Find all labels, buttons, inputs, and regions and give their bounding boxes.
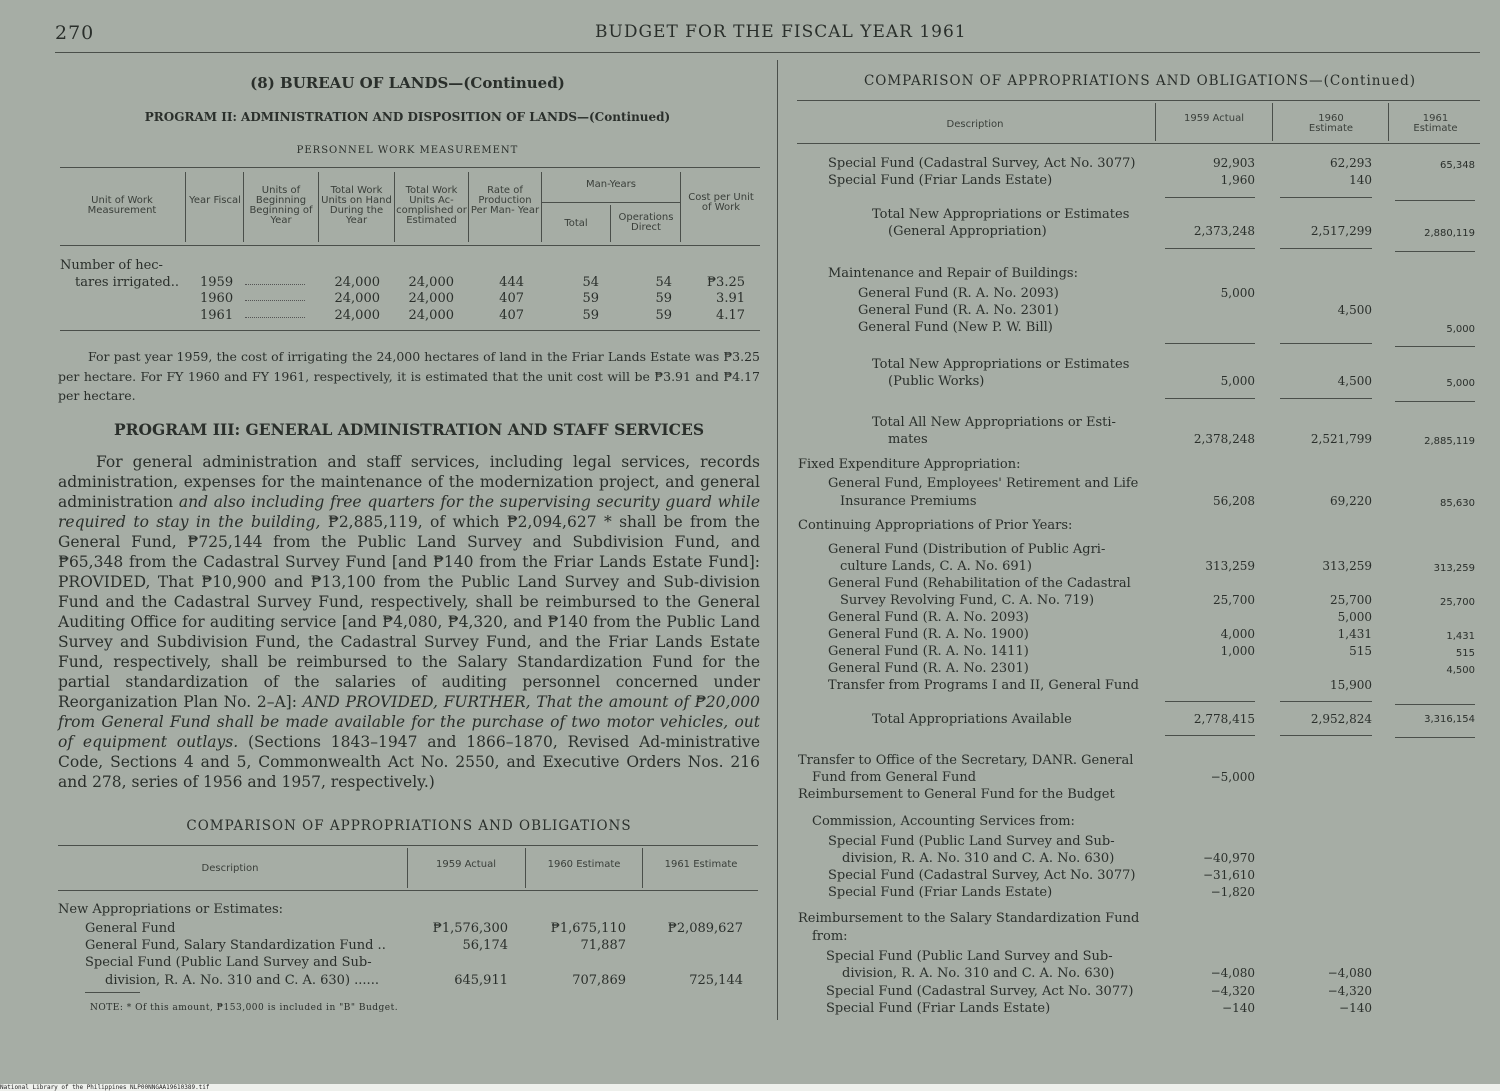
comp-head-desc: Description: [201, 863, 259, 874]
program-iii-title: PROGRAM III: GENERAL ADMINISTRATION AND STAFF SERVICES: [113, 420, 705, 439]
pwm-head-accomplished: Total Work Units Ac- complished or Estimated: [396, 185, 467, 226]
pwm-note: For past year 1959, the cost of irrigating the 24,000 hectares of land in the Friar Lands Estate was ₱3.25 per hectare. For FY 1960 and FY 1961, respectively, it is estimated that the unit cost will be ₱3.91 and ₱4.17 per hectare.: [58, 349, 760, 403]
pwm-label-line2: tares irrigated..: [75, 275, 180, 290]
pwm-head-ops: Operations Direct: [618, 212, 674, 233]
budget-page: 270 BUDGET FOR THE FISCAL YEAR 1961 (8) BUREAU OF LANDS—(Continued) PROGRAM II: ADMINISTRATION AND DISPOSITION OF LANDS—(Continued) PERSONNEL WORK MEASUREMENT Unit of Work Measurement Year Fiscal Units of Beginning Beginning of Year Total Work Units on Hand During the Year Total Work Units Ac- complished or Estimated Rate of Production Per Man- Year Man-Years Total Operations Direct Cost per Unit of Work Number of hec- tares irrigated.. 1959 24,000 24,000 444 54 54 ₱3.25 1960 24,000 24,000 407 59 59 3.91 1961 24,000 24,000 407 59 59 4.17 For past year 1959, the cost of irrigating the 24,000 hectares of land in the Friar Lands Estate was ₱3.25 per hectare. For FY 1960 and FY 1961, respectively, it is estimated that the unit cost will be ₱3.91 and ₱4.17 per hectare. PROGRAM III: GENERAL ADMINISTRATION AND STAFF SERVICES For general administration and staff services, including legal services, records administration, expenses for the maintenance of the modernization project, and general administration and also including free quarters for the supervising security guard while required to stay in the building, ₱2,885,119, of which ₱2,094,627 * shall be from the General Fund, ₱725,144 from the Public Land Survey and Subdivision Fund, and ₱65,348 from the Cadastral Survey Fund [and ₱140 from the Friar Lands Estate Fund]: PROVIDED, That ₱10,900 and ₱13,100 from the Public Land Survey and Sub-division Fund and the Cadastral Survey Fund, respectively, shall be reimbursed to the General Auditing Office for auditing service [and ₱4,080, ₱4,320, and ₱140 from the Public Land Survey and Subdivision Fund, the Cadastral Survey Fund, and the Friar Lands Estate Fund, respectively, shall be reimbursed to the Salary Standardization Fund for the partial standardization of the salaries of auditing personnel concerned under Reorganization Plan No. 2–A]: AND PROVIDED, FURTHER, That the amount of ₱20,000 from General Fund shall be made available for the purchase of two motor vehicles, out of equipment outlays. (Sections 1843–1947 and 1866–1870, Revised Ad-ministrative Code, Sections 4 and 5, Commonwealth Act No. 2550, and Executive Orders Nos. 216 and 278, series of 1956 and 1957, respectively.) COMPARISON OF APPROPRIATIONS AND OBLIGATIONS Description 1959 Actual 1960 Estimate 1961 Estimate New Appropriations or Estimates: General Fund ₱1,576,300 ₱1,675,110 ₱2,089,627 General Fund, Salary Standardization Fund .. 56,174 71,887 Special Fund (Public Land Survey and Sub- division, R. A. No. 310 and C. A. 630) ...... 645,911 707,869 725,144 NOTE: * Of this amount, ₱153,000 is included in "B" Budget. COMPARISON OF APPROPRIATIONS AND OBLIGATIONS—(Continued) Description 1959 Actual 1960 Estimate 1961 Estimate Special Fund (Cadastral Survey, Act No. 3077) 92,903 62,293 65,348 Special Fund (Friar Lands Estate) 1,960 140 Total New Appropriations or Estimates (General Appropriation) 2,373,248 2,517,299 2,880,119 Maintenance and Repair of Buildings: General Fund (R. A. No. 2093) 5,000 General Fund (R. A. No. 2301) 4,500 General Fund (New P. W. Bill) 5,000 Total New Appropriations or Estimates (Public Works) 5,000 4,500 5,000 Total All New Appropriations or Esti- mates 2,378,248 2,521,799 2,885,119 Fixed Expenditure Appropriation: General Fund, Employees' Retirement and Life Insurance Premiums 56,208 69,220 85,630 Continuing Appropriations of Prior Years: General Fund (Distribution of Public Agri- culture Lands, C. A. No. 691) 313,259 313,259 313,259 General Fund (Rehabilitation of the Cadastral Survey Revolving Fund, C. A. No. 719) 25,700 25,700 25,700 General Fund (R. A. No. 2093) 5,000 General Fund (R. A. No. 1900) 4,000 1,431 1,431 General Fund (R. A. No. 1411) 1,000 515 515 General Fund (R. A. No. 2301) 4,500 Transfer from Programs I and II, General Fund 15,900 Total Appropriations Available 2,778,415 2,952,824 3,316,154 Transfer to Office of the Secretary, DANR. General Fund from General Fund −5,000 Reimbursement to General Fund for the Budget Commission, Accounting Services from: Special Fund (Public Land Survey and Sub- division, R. A. No. 310 and C. A. No. 630) −40,970 Special Fund (Cadastral Survey, Act No. 3077) −31,610 Special Fund (Friar Lands Estate) −1,820 Reimbursement to the Salary Standardization Fund from: Special Fund (Public Land Survey and Sub- division, R. A. No. 310 and C. A. No. 630) −4,080 −4,080 Special Fund (Cadastral Survey, Act No. 3077) −4,320 −4,320 Special Fund (Friar Lands Estate) −140 −140: [0, 0, 1500, 1085]
program-ii-title: PROGRAM II: ADMINISTRATION AND DISPOSITION OF LANDS—(Continued): [144, 110, 671, 124]
bureau-title: (8) BUREAU OF LANDS—(Continued): [250, 74, 565, 92]
right-head-1960: 1960 Estimate: [1308, 113, 1354, 134]
column-divider: [777, 60, 778, 1020]
page-number: 270: [55, 22, 95, 44]
comparison-title: COMPARISON OF APPROPRIATIONS AND OBLIGATIONS: [186, 818, 632, 834]
running-head: BUDGET FOR THE FISCAL YEAR 1961: [595, 22, 967, 42]
pwm-head-total: Total: [564, 218, 588, 229]
comp-section-label: New Appropriations or Estimates:: [58, 902, 283, 917]
comp-head-1959: 1959 Actual: [436, 859, 496, 870]
pwm-head-rate: Rate of Production Per Man- Year: [470, 185, 540, 216]
right-head-1961: 1961 Estimate: [1413, 113, 1458, 134]
right-comparison-title: COMPARISON OF APPROPRIATIONS AND OBLIGATIONS—(Continued): [863, 73, 1417, 89]
pwm-head-cost: Cost per Unit of Work: [688, 192, 754, 213]
footnote: NOTE: * Of this amount, ₱153,000 is included in "B" Budget.: [90, 1003, 399, 1013]
pwm-title: PERSONNEL WORK MEASUREMENT: [296, 145, 519, 156]
header-rule: [55, 52, 1480, 53]
comp-head-1960: 1960 Estimate: [547, 859, 621, 870]
pwm-head-year: Year Fiscal: [189, 195, 241, 206]
right-head-1959: 1959 Actual: [1184, 113, 1244, 124]
pwm-head-unit: Unit of Work Measurement: [87, 195, 157, 216]
program-iii-text: For general administration and staff services, including legal services, records administration, expenses for the maintenance of the modernization project, and general administration and also including free quarters for the supervising security guard while required to stay in the building, ₱2,885,119, of which ₱2,094,627 * shall be from the General Fund, ₱725,144 from the Public Land Survey and Subdivision Fund, and ₱65,348 from the Cadastral Survey Fund [and ₱140 from the Friar Lands Estate Fund]: PROVIDED, That ₱10,900 and ₱13,100 from the Public Land Survey and Sub-division Fund and the Cadastral Survey Fund, respectively, shall be reimbursed to the General Auditing Office for auditing service [and ₱4,080, ₱4,320, and ₱140 from the Public Land Survey and Subdivision Fund, the Cadastral Survey Fund, and the Friar Lands Estate Fund, respectively, shall be reimbursed to the Salary Standardization Fund for the partial standardization of the salaries of auditing personnel concerned under Reorganization Plan No. 2–A]: AND PROVIDED, FURTHER, That the amount of ₱20,000 from General Fund shall be made available for the purchase of two motor vehicles, out of equipment outlays. (Sections 1843–1947 and 1866–1870, Revised Ad-ministrative Code, Sections 4 and 5, Commonwealth Act No. 2550, and Executive Orders Nos. 216 and 278, series of 1956 and 1957, respectively.): [58, 453, 760, 791]
scan-footer: National Library of the Philippines NLP00NNGAA19610389.tif: [0, 1084, 1500, 1091]
pwm-label-line1: Number of hec-: [60, 258, 163, 273]
pwm-head-hand: Total Work Units on Hand During the Year: [321, 185, 392, 226]
pwm-head-begin: Units of Beginning Beginning of Year: [249, 185, 313, 226]
pwm-head-man-years: Man-Years: [586, 179, 636, 190]
right-head-desc: Description: [946, 119, 1004, 130]
comp-head-1961: 1961 Estimate: [664, 859, 738, 870]
